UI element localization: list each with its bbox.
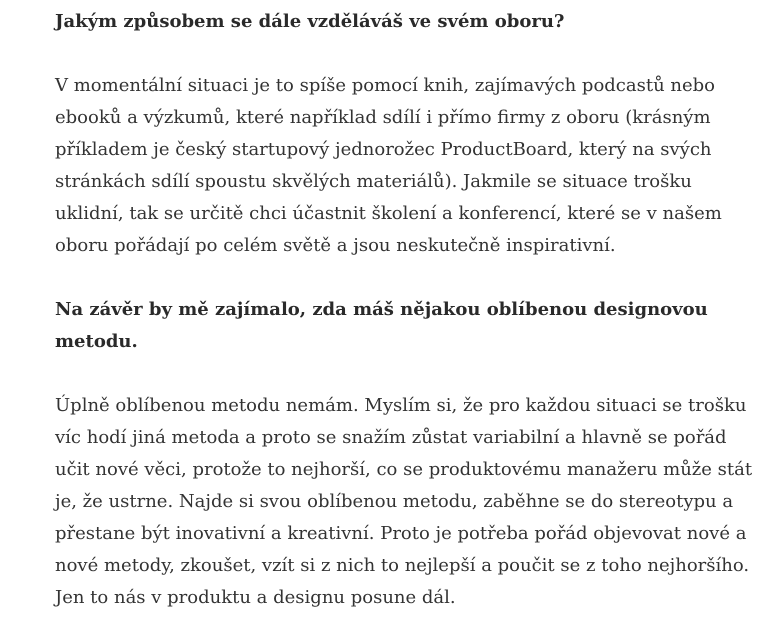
interview-question-education: Jakým způsobem se dále vzděláváš ve svém oboru? bbox=[55, 11, 565, 32]
interview-question-favorite-method: Na závěr by mě zajímalo, zda máš nějakou oblíbenou designovou metodu. bbox=[55, 299, 708, 352]
paragraph-spacer bbox=[55, 262, 755, 294]
interview-answer-favorite-method: Úplně oblíbenou metodu nemám. Myslím si, že pro každou situaci se trošku víc hodí jiná metoda a proto se snažím zůstat variabilní a hlavně se pořád učit nové věci, protože to nejhorší, co se produktovému manažeru může stát je, že ustrne. Najde si svou oblíbenou metodu, zaběhne se do stereotypu a přestane být inovativní a kreativní. Proto je potřeba pořád objevovat nové a nové metody, zkoušet, vzít si z nich to nejlepší a poučit se z toho nejhoršího. Jen to nás v produktu a designu posune dál. bbox=[55, 395, 753, 608]
paragraph-spacer bbox=[55, 358, 755, 390]
interview-answer-education: V momentální situaci je to spíše pomocí knih, zajímavých podcastů nebo ebooků a výzkumů, které například sdílí i přímo firmy z oboru (krásným příkladem je český startupový jednorožec ProductBoard, který na svých stránkách sdílí spoustu skvělých materiálů). Jakmile se situace trošku uklidní, tak se určitě chci účastnit školení a konferencí, které se v našem oboru pořádají po celém světě a jsou neskutečně inspirativní. bbox=[55, 75, 722, 256]
article-body bbox=[55, 6, 755, 614]
paragraph-spacer bbox=[55, 38, 755, 70]
